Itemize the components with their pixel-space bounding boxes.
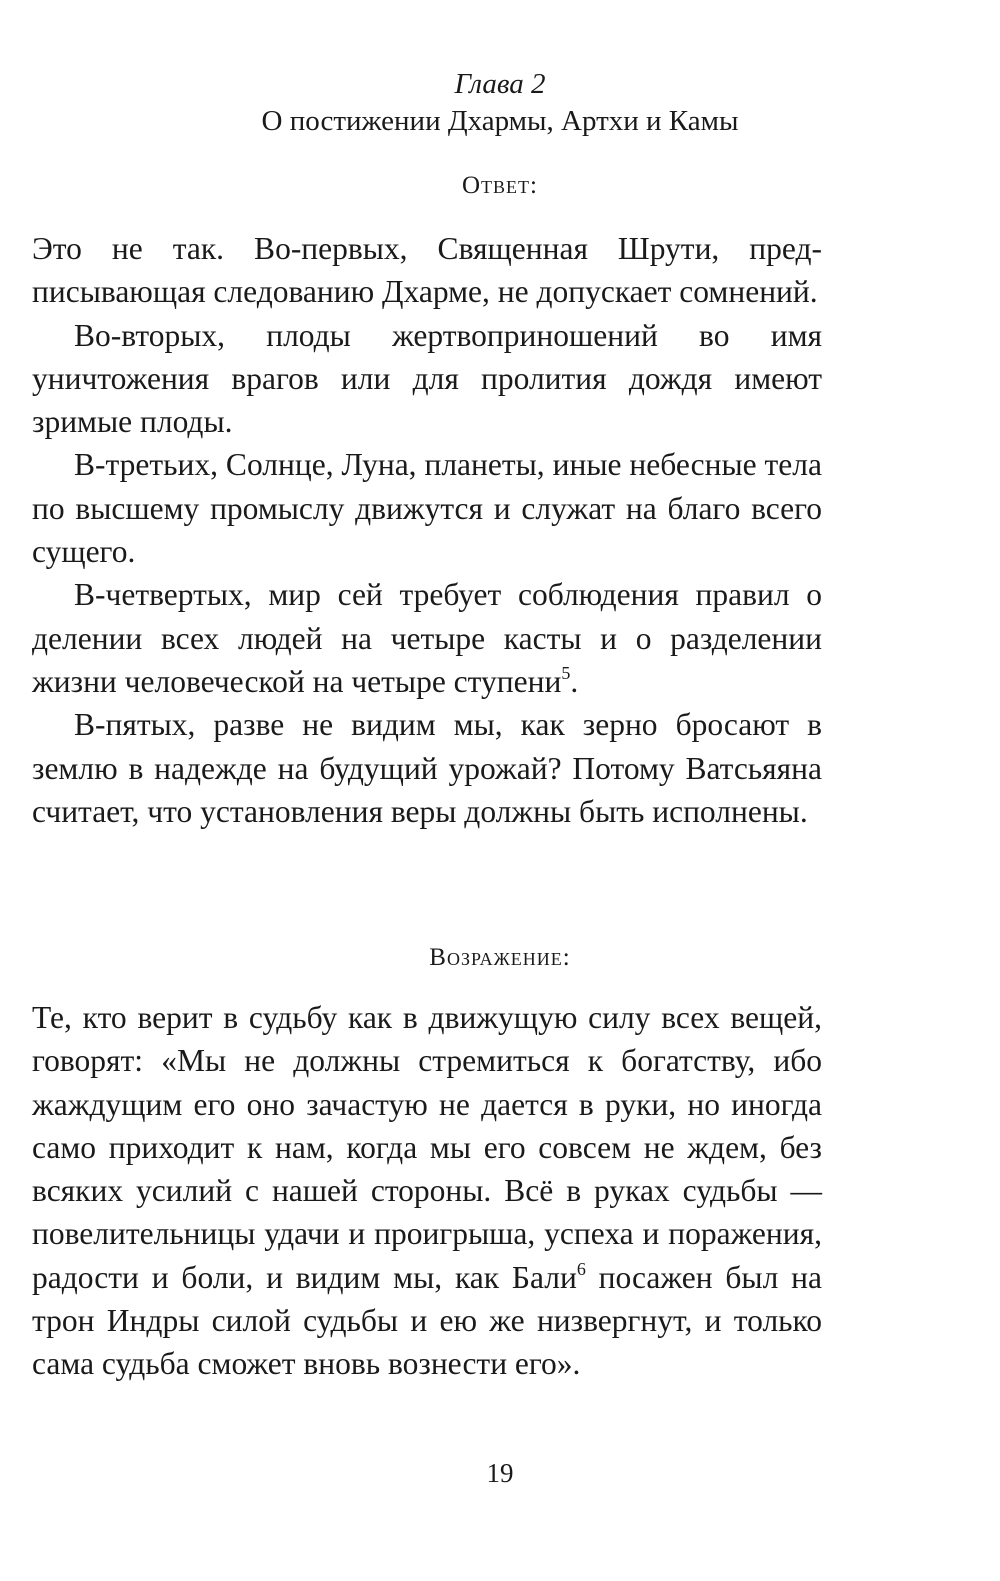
paragraph-text: Те, кто верит в судьбу как в движущую силу всех вещей, говорят: «Мы не должны стремиться к богатству, ибо жаждущим его оно зачастую не дается в руки, но иногда само приходит к нам, когда мы его совсем не ждем, без всяких усилий с нашей стороны. Всё в руках судьбы — повелительницы удачи и проигрыша, успеха и поражения, радости и боли, и видим мы, как Бали xyxy=(32,1000,822,1295)
running-head xyxy=(0,66,1000,140)
paragraph-text-end: посажен был на трон Индры силой судьбы и ею же низвергнут, и только сама судьба сможет вновь вознести его». xyxy=(32,1259,822,1382)
paragraph: В-пятых, разве не видим мы, как зерно бросают в землю в надежде на будущий урожай? Потому Ватсьяяна считает, что установления веры должны быть исполнены. xyxy=(32,707,822,829)
section-heading-answer: Ответ: xyxy=(462,172,538,199)
paragraph xyxy=(32,573,822,703)
paragraph-text-end: . xyxy=(570,663,579,699)
paragraph: В-третьих, Солнце, Луна, планеты, иные небесные тела по высшему промыслу движутся и служат на благо всего сущего. xyxy=(32,447,822,570)
page-number: 19 xyxy=(486,1458,514,1488)
objection-section xyxy=(32,996,822,1386)
paragraph: Это не так. Во-первых, Священная Шрути, предписывающая следованию Дхарме, не допускает сомнений. xyxy=(32,231,822,310)
chapter-title: О постижении Дхармы, Артхи и Камы xyxy=(261,105,739,137)
chapter-label: Глава 2 xyxy=(454,68,546,100)
paragraph: Во-вторых, плоды жертвоприношений во имя уничтожения врагов или для пролития дождя имеют зримые плоды. xyxy=(32,317,822,440)
paragraph-text: В-четвертых, мир сей требует соблюдения правил о делении всех людей на четыре касты и о разделении жизни человеческой на четыре ступени xyxy=(32,577,822,699)
paragraph xyxy=(32,996,822,1386)
answer-section xyxy=(32,227,822,833)
footnote-ref[interactable]: 6 xyxy=(576,1258,586,1279)
section-heading-objection: Возражение: xyxy=(429,944,571,971)
footnote-ref[interactable]: 5 xyxy=(561,662,571,683)
